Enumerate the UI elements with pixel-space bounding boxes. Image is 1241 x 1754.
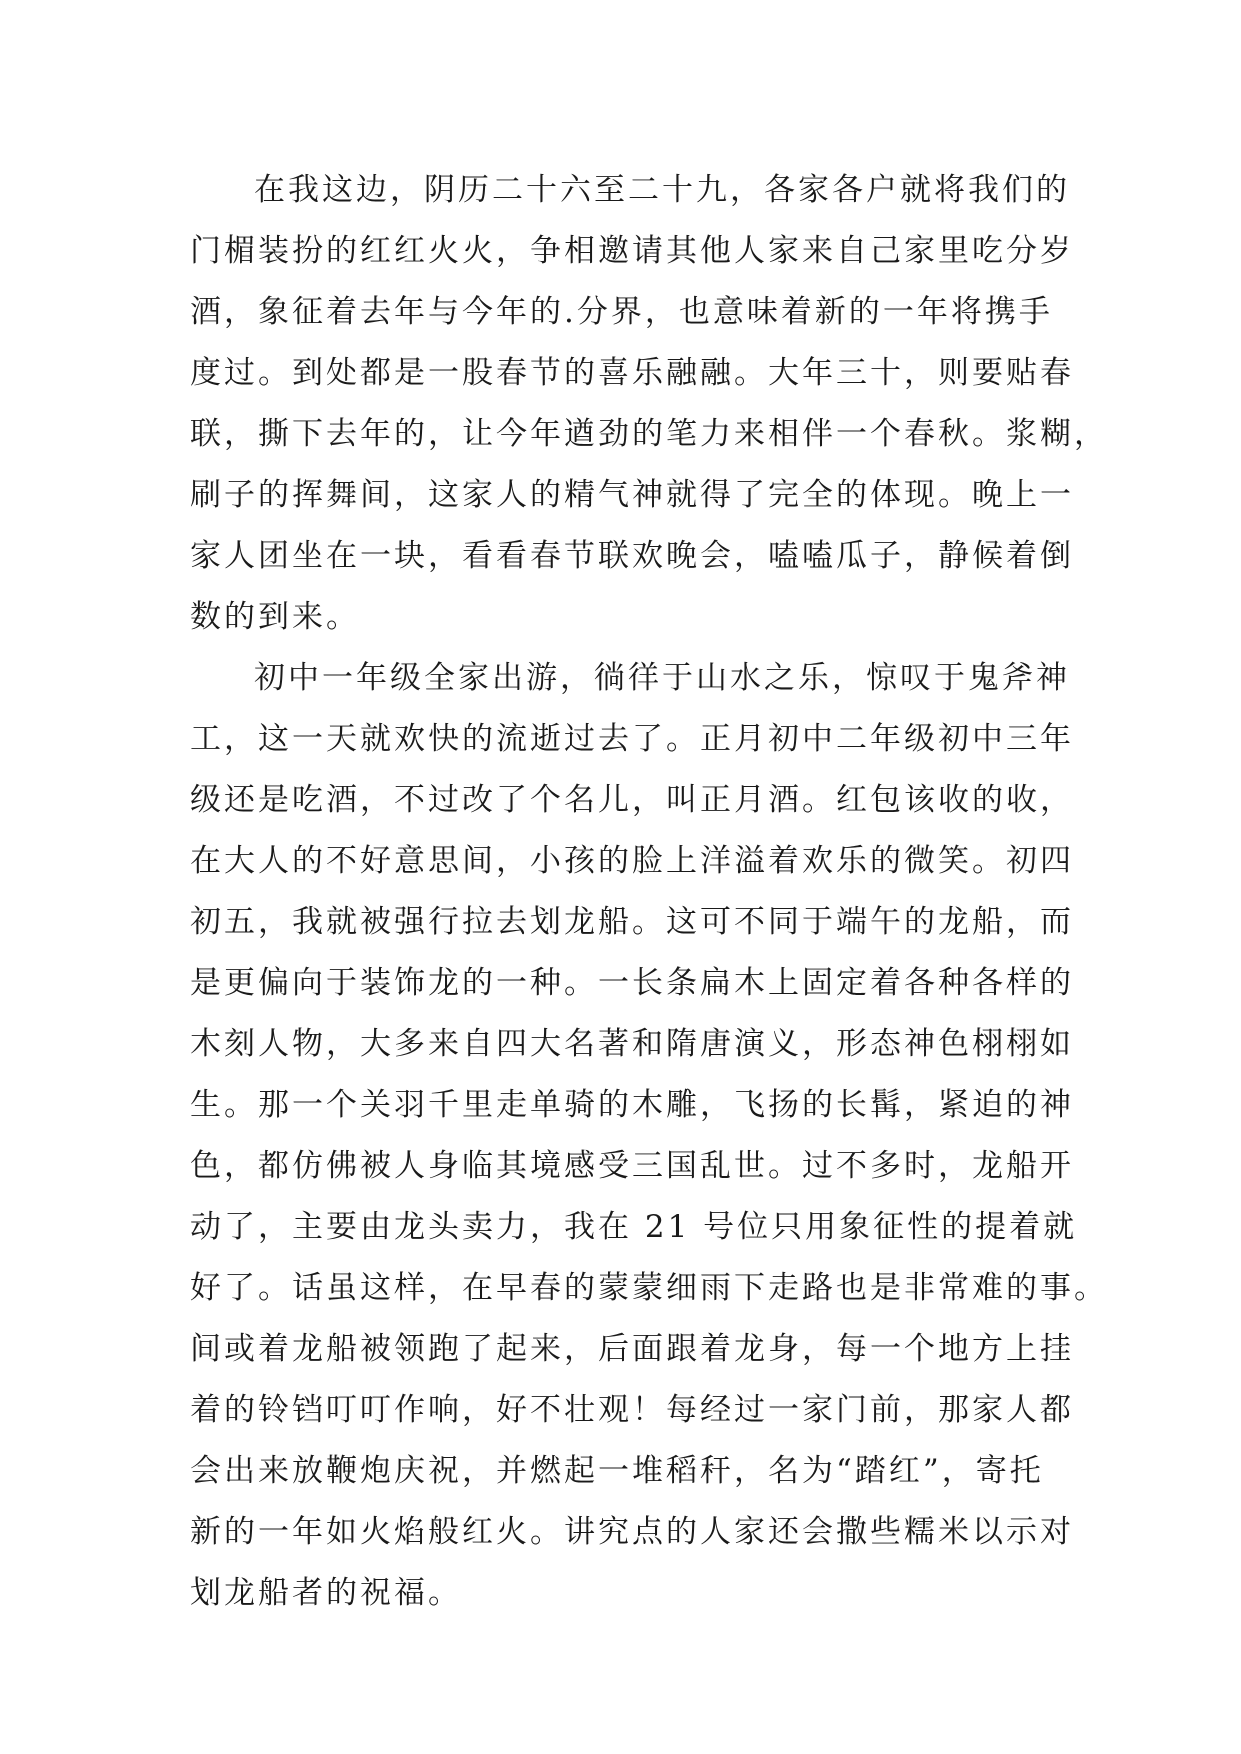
text-line: 门楣装扮的红红火火，争相邀请其他人家来自己家里吃分岁 bbox=[190, 233, 1074, 269]
text-line: 划龙船者的祝福。 bbox=[190, 1575, 462, 1611]
text-line: 联，撕下去年的，让今年遒劲的笔力来相伴一个春秋。浆糊， bbox=[190, 416, 1108, 452]
text-line: 在我这边，阴历二十六至二十九，各家各户就将我们的 bbox=[254, 172, 1070, 208]
paragraph-1 bbox=[190, 160, 1108, 648]
text-line: 间或着龙船被领跑了起来，后面跟着龙身，每一个地方上挂 bbox=[190, 1331, 1074, 1367]
text-line: 在大人的不好意思间，小孩的脸上洋溢着欢乐的微笑。初四 bbox=[190, 843, 1074, 879]
paragraph-2 bbox=[190, 648, 1108, 1624]
text-line: 着的铃铛叮叮作响，好不壮观！每经过一家门前，那家人都 bbox=[190, 1392, 1074, 1428]
text-line: 度过。到处都是一股春节的喜乐融融。大年三十，则要贴春 bbox=[190, 355, 1074, 391]
text-line: 初五，我就被强行拉去划龙船。这可不同于端午的龙船，而 bbox=[190, 904, 1074, 940]
text-line: 好了。话虽这样，在早春的蒙蒙细雨下走路也是非常难的事。 bbox=[190, 1270, 1108, 1306]
text-line: 初中一年级全家出游，徜徉于山水之乐，惊叹于鬼斧神 bbox=[254, 660, 1070, 696]
text-line: 木刻人物，大多来自四大名著和隋唐演义，形态神色栩栩如 bbox=[190, 1026, 1074, 1062]
text-line: 会出来放鞭炮庆祝，并燃起一堆稻秆，名为“踏红”，寄托 bbox=[190, 1453, 1044, 1489]
document-body bbox=[190, 160, 1108, 1624]
text-line: 刷子的挥舞间，这家人的精气神就得了完全的体现。晚上一 bbox=[190, 477, 1074, 513]
text-line: 家人团坐在一块，看看春节联欢晚会，嗑嗑瓜子，静候着倒 bbox=[190, 538, 1074, 574]
text-line: 酒，象征着去年与今年的.分界，也意味着新的一年将携手 bbox=[190, 294, 1053, 330]
text-line: 色，都仿佛被人身临其境感受三国乱世。过不多时，龙船开 bbox=[190, 1148, 1074, 1184]
text-line: 新的一年如火焰般红火。讲究点的人家还会撒些糯米以示对 bbox=[190, 1514, 1074, 1550]
text-line: 级还是吃酒，不过改了个名儿，叫正月酒。红包该收的收， bbox=[190, 782, 1074, 818]
text-line: 生。那一个关羽千里走单骑的木雕，飞扬的长髯，紧迫的神 bbox=[190, 1087, 1074, 1123]
text-line: 数的到来。 bbox=[190, 599, 360, 635]
text-line: 是更偏向于装饰龙的一种。一长条扁木上固定着各种各样的 bbox=[190, 965, 1074, 1001]
text-line: 动了，主要由龙头卖力，我在 21 号位只用象征性的提着就 bbox=[190, 1209, 1078, 1245]
text-line: 工，这一天就欢快的流逝过去了。正月初中二年级初中三年 bbox=[190, 721, 1074, 757]
